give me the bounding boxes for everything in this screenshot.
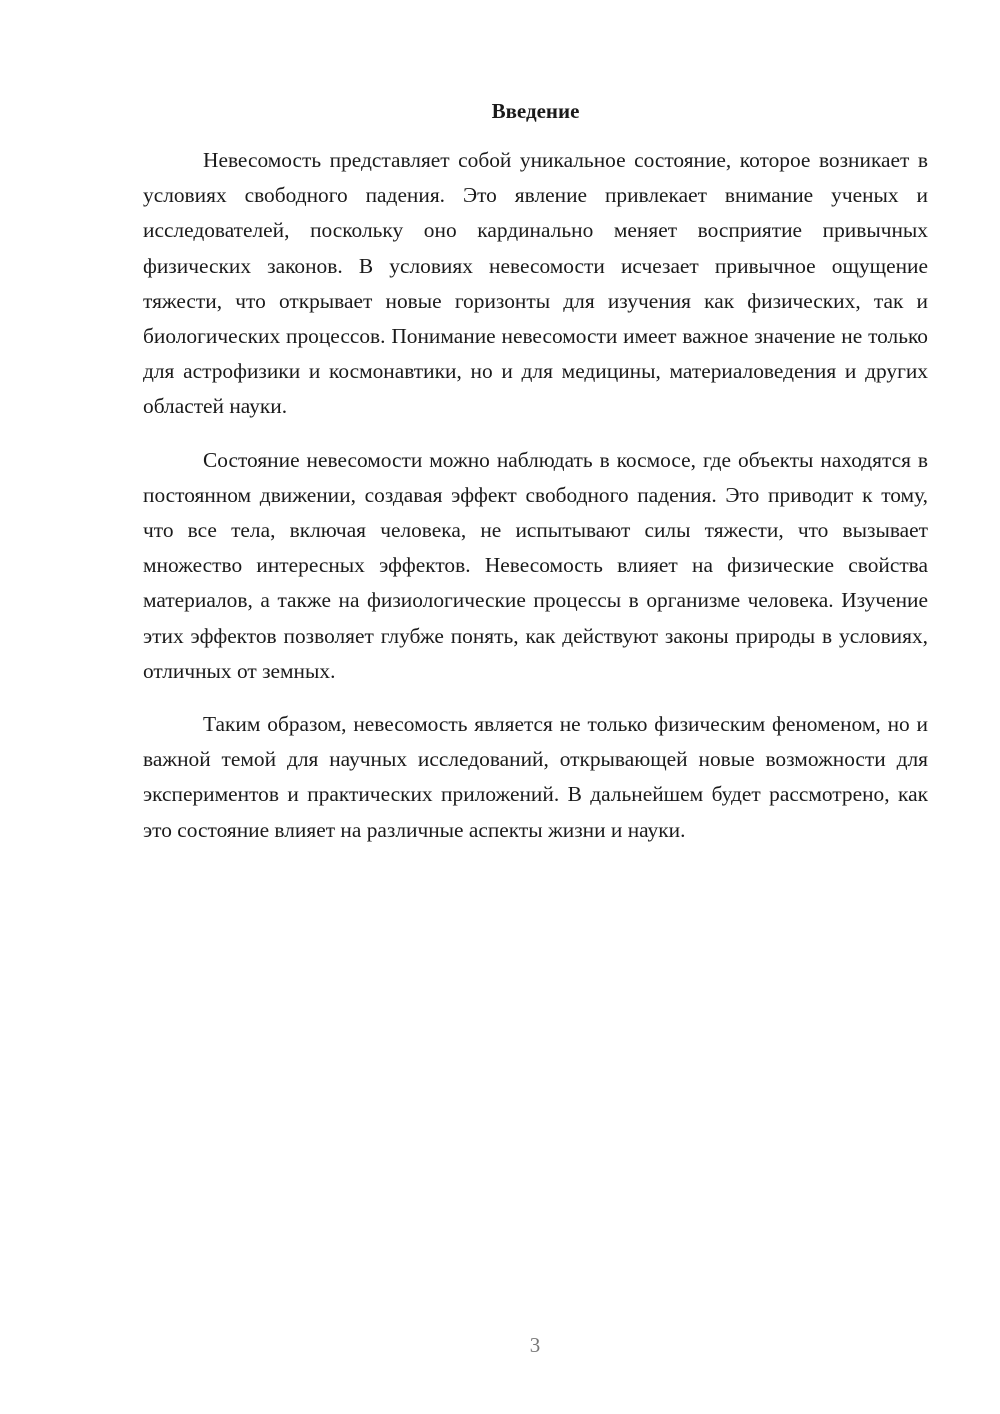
section-heading: Введение (491, 99, 580, 123)
paragraph-3: Таким образом, невесомость является не только физическим феноменом, но и важной темой для научных исследований, открывающей новые возможности для экспериментов и практических приложений. В дальнейшем будет рассмотрено, как это состояние влияет на различные аспекты жизни и науки. (143, 712, 928, 842)
paragraph-1: Невесомость представляет собой уникальное состояние, которое возникает в условиях свободного падения. Это явление привлекает внимание ученых и исследователей, поскольку оно кардинально меняет восприятие привычных физических законов. В условиях невесомости исчезает привычное ощущение тяжести, что открывает новые горизонты для изучения как физических, так и биологических процессов. Понимание невесомости имеет важное значение не только для астрофизики и космонавтики, но и для медицины, материаловедения и других областей науки. (143, 148, 928, 419)
page-number: 3 (529, 1333, 541, 1357)
paragraph-2: Состояние невесомости можно наблюдать в космосе, где объекты находятся в постоянном движении, создавая эффект свободного падения. Это приводит к тому, что все тела, включая человека, не испытывают силы тяжести, что вызывает множество интересных эффектов. Невесомость влияет на физические свойства материалов, а также на физиологические процессы в организме человека. Изучение этих эффектов позволяет глубже понять, как действуют законы природы в условиях, отличных от земных. (143, 447, 928, 683)
document-page (143, 96, 928, 866)
